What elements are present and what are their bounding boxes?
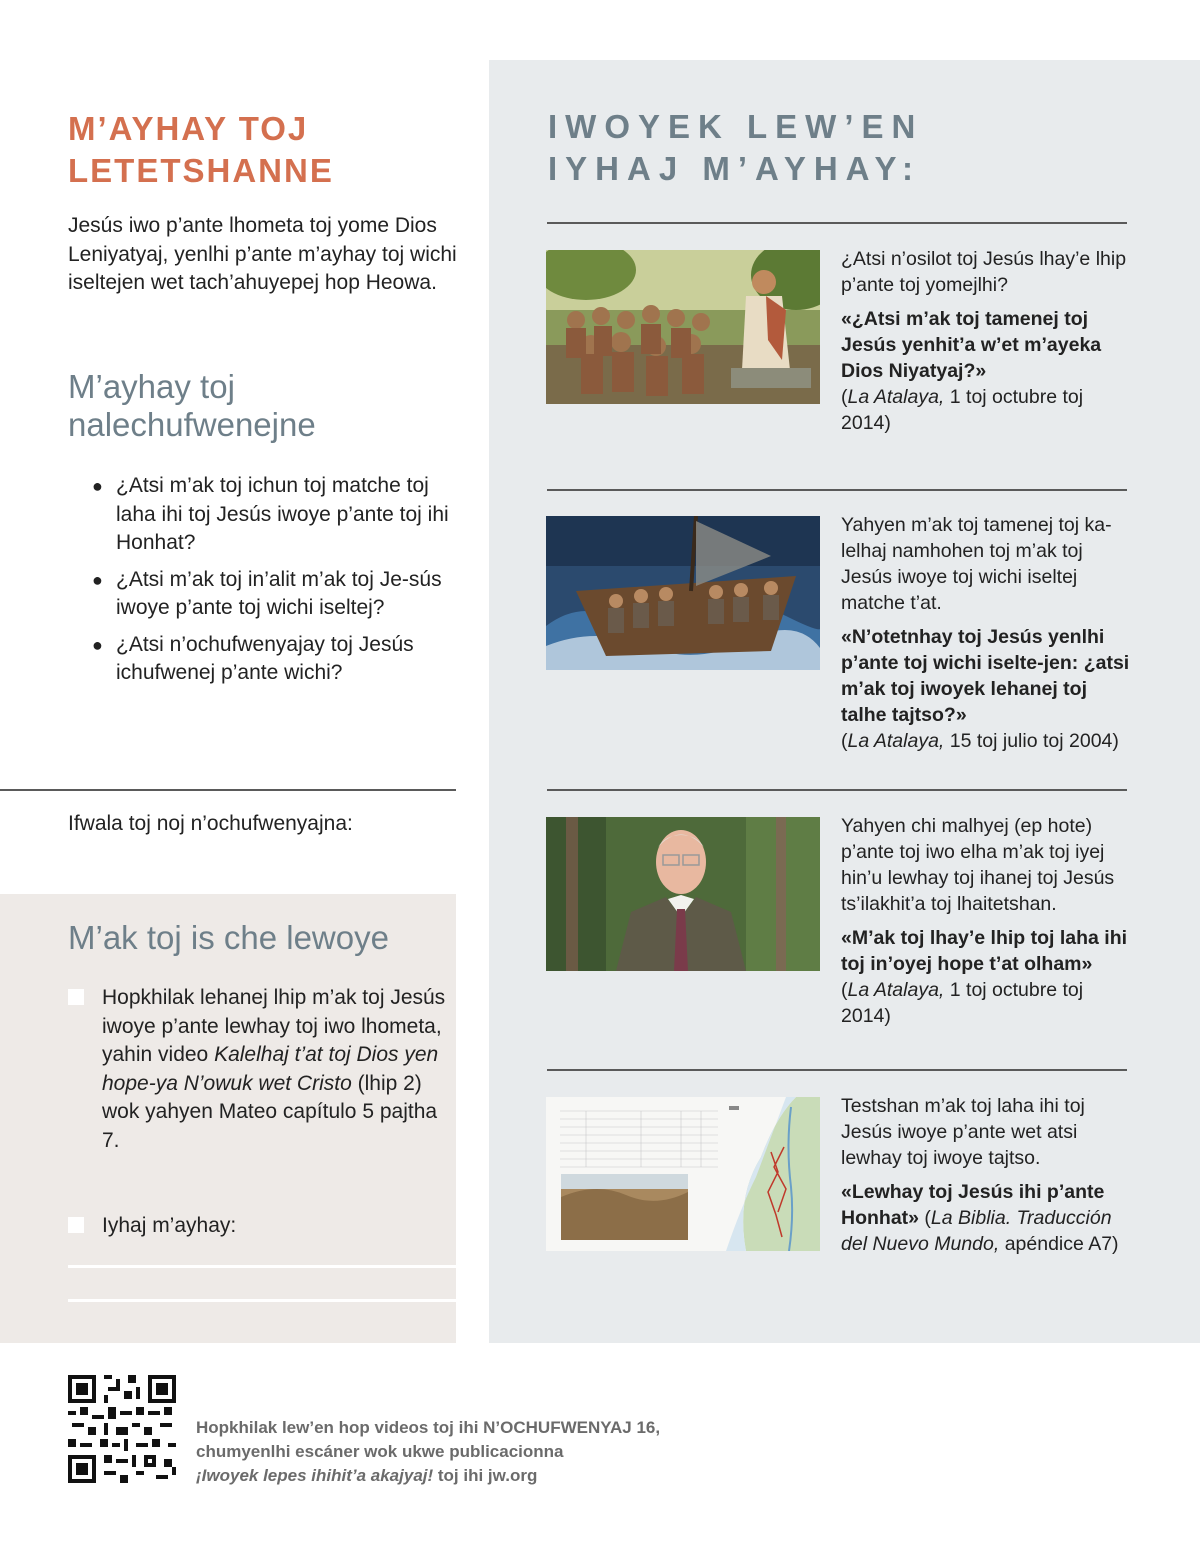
- jesus-teaching-image[interactable]: [546, 250, 820, 404]
- map-page-image[interactable]: [546, 1097, 820, 1251]
- review-question-text: ¿Atsi m’ak toj in’alit m’ak toj Je-sús iwoye p’ante toj wichi iseltej?: [116, 567, 442, 619]
- publication-name: La Atalaya,: [847, 730, 945, 752]
- review-question: [92, 631, 462, 688]
- learn-title-line2: IYHAJ M’AYHAY:: [548, 150, 922, 187]
- publication-name: La Biblia. Traducción del Nuevo Mundo,: [841, 1207, 1112, 1255]
- review-question-text: ¿Atsi n’ochufwenyajay toj Jesús ichufwenej p’ante wichi?: [116, 632, 414, 684]
- try-item-video: [68, 984, 448, 1155]
- learn-item-3: [841, 813, 1131, 1029]
- learn-item-reference[interactable]: [841, 624, 1131, 754]
- article-source: (La Biblia. Traducción del Nuevo Mundo, apéndice A7): [841, 1207, 1119, 1255]
- write-line[interactable]: [68, 1265, 456, 1268]
- review-question: [92, 472, 462, 558]
- footer-line3: [196, 1464, 756, 1488]
- learn-item-1: [841, 246, 1131, 436]
- footer-text: [196, 1416, 756, 1488]
- summary-section-title: [68, 108, 458, 192]
- learn-item-2: [841, 512, 1131, 754]
- jesus-teaching-illustration: [546, 250, 820, 404]
- write-line[interactable]: [68, 1299, 456, 1302]
- article-title: «¿Atsi m’ak toj tamenej toj Jesús yenhit’a w’et m’ayeka Dios Niyatyaj?»: [841, 308, 1102, 382]
- try-item-text-part2: (lhip 2) wok yahyen Mateo capítulo 5 pajtha 7.: [102, 1071, 438, 1152]
- learn-item-reference[interactable]: [841, 925, 1131, 1029]
- footer-line1: Hopkhilak lew’en hop videos toj ihi N’OCHUFWENYAJ 16,: [196, 1418, 661, 1437]
- publication-name: La Atalaya,: [847, 979, 945, 1001]
- qr-code-icon[interactable]: [68, 1375, 176, 1483]
- learn-item-question: ¿Atsi n’osilot toj Jesús lhay’e lhip p’ante toj yomejlhi?: [841, 248, 1127, 296]
- checkbox-icon[interactable]: [68, 989, 84, 1005]
- review-title-line2: nalechufwenejne: [68, 406, 316, 443]
- bullet-icon: ●: [92, 476, 103, 496]
- article-source: (La Atalaya, 1 toj octubre toj 2014): [841, 386, 1084, 434]
- video-title: Kalelhaj t’at toj Dios yen hope-ya N’owuk wet Cristo: [102, 1043, 439, 1095]
- footer-line2: chumyenlhi escáner wok ukwe publicacionna: [196, 1442, 564, 1461]
- learn-item-question: Testshan m’ak toj laha ihi toj Jesús iwoye p’ante wet atsi lewhay toj iwoye tajtso.: [841, 1095, 1085, 1169]
- summary-text: Jesús iwo p’ante lhometa toj yome Dios Leniyatyaj, yenlhi p’ante m’ayhay toj wichi iseltejen wet tach’ahuyepej hop Heowa.: [68, 214, 457, 294]
- qr-code-graphic: [68, 1375, 176, 1483]
- man-portrait-image[interactable]: [546, 817, 820, 971]
- man-portrait-photo: [546, 817, 820, 971]
- learn-more-title: [548, 106, 1148, 190]
- learn-title-line1: IWOYEK LEW’EN: [548, 108, 924, 145]
- review-question-text: ¿Atsi m’ak toj ichun toj matche toj laha ihi toj Jesús iwoye p’ante toj ihi Honhat?: [116, 474, 449, 554]
- try-item-text-part1: Hopkhilak lehanej lhip m’ak toj Jesús iwoye p’ante lewhay toj iwo lhometa, yahin video: [102, 986, 446, 1066]
- checkbox-icon[interactable]: [68, 1217, 84, 1233]
- learn-item-question: Yahyen chi malhyej (ep hote) p’ante toj iwo elha m’ak toj iyej hin’u lewhay toj ihanej toj Jesús ts’ilakhit’a toj lhaitetshan.: [841, 815, 1115, 915]
- item-divider: [547, 1069, 1127, 1071]
- article-source: (La Atalaya, 15 toj julio toj 2004): [841, 730, 1119, 752]
- map-page-illustration: [546, 1097, 820, 1251]
- publication-date: 1 toj octubre toj 2014): [841, 979, 1084, 1027]
- summary-title-line1: M’AYHAY TOJ: [68, 110, 309, 147]
- try-item-other: [68, 1212, 448, 1241]
- article-title: «N’otetnhay toj Jesús yenlhi p’ante toj wichi iselte-jen: ¿atsi m’ak toj iwoyek lehanej toj talhe tajtso?»: [841, 626, 1130, 726]
- review-question: [92, 566, 462, 623]
- review-title-line1: M’ayhay toj: [68, 368, 235, 405]
- publication-date: 15 toj julio toj 2004): [944, 730, 1119, 752]
- learn-item-reference[interactable]: [841, 306, 1131, 436]
- footer-video-series: ¡Iwoyek lepes ihihit’a akajyaj!: [196, 1466, 434, 1485]
- publication-name: La Atalaya,: [847, 386, 945, 408]
- try-item-text: [102, 984, 448, 1155]
- publication-date: 1 toj octubre toj 2014): [841, 386, 1084, 434]
- storm-boat-illustration: [546, 516, 820, 670]
- learn-item-reference[interactable]: [841, 1179, 1131, 1257]
- review-questions-title: [68, 368, 458, 444]
- learn-item-question: Yahyen m’ak toj tamenej toj ka-lelhaj namhohen toj m’ak toj Jesús iwoye toj wichi iseltej matche t’at.: [841, 514, 1112, 614]
- item-divider: [547, 222, 1127, 224]
- learn-item-4: [841, 1093, 1131, 1257]
- try-this-title: M’ak toj is che lewoye: [68, 919, 389, 956]
- footer-website[interactable]: toj ihi jw.org: [433, 1466, 538, 1485]
- article-title: «M’ak toj lhay’e lhip toj laha ihi toj in’oyej hope t’at olham»: [841, 927, 1128, 975]
- bullet-icon: ●: [92, 634, 103, 655]
- publication-section: apéndice A7): [999, 1233, 1119, 1255]
- article-title: «Lewhay toj Jesús ihi p’ante Honhat»: [841, 1181, 1105, 1229]
- item-divider: [547, 489, 1127, 491]
- notes-label: Ifwala toj noj n’ochufwenyajna:: [68, 812, 353, 835]
- storm-boat-image[interactable]: [546, 516, 820, 670]
- item-divider: [547, 789, 1127, 791]
- article-source: (La Atalaya, 1 toj octubre toj 2014): [841, 979, 1084, 1027]
- try-item-other-text: Iyhaj m’ayhay:: [102, 1214, 237, 1237]
- bullet-icon: ●: [92, 569, 103, 590]
- review-questions-list: [92, 472, 462, 696]
- summary-title-line2: LETETSHANNE: [68, 152, 334, 189]
- notes-divider: [0, 789, 456, 791]
